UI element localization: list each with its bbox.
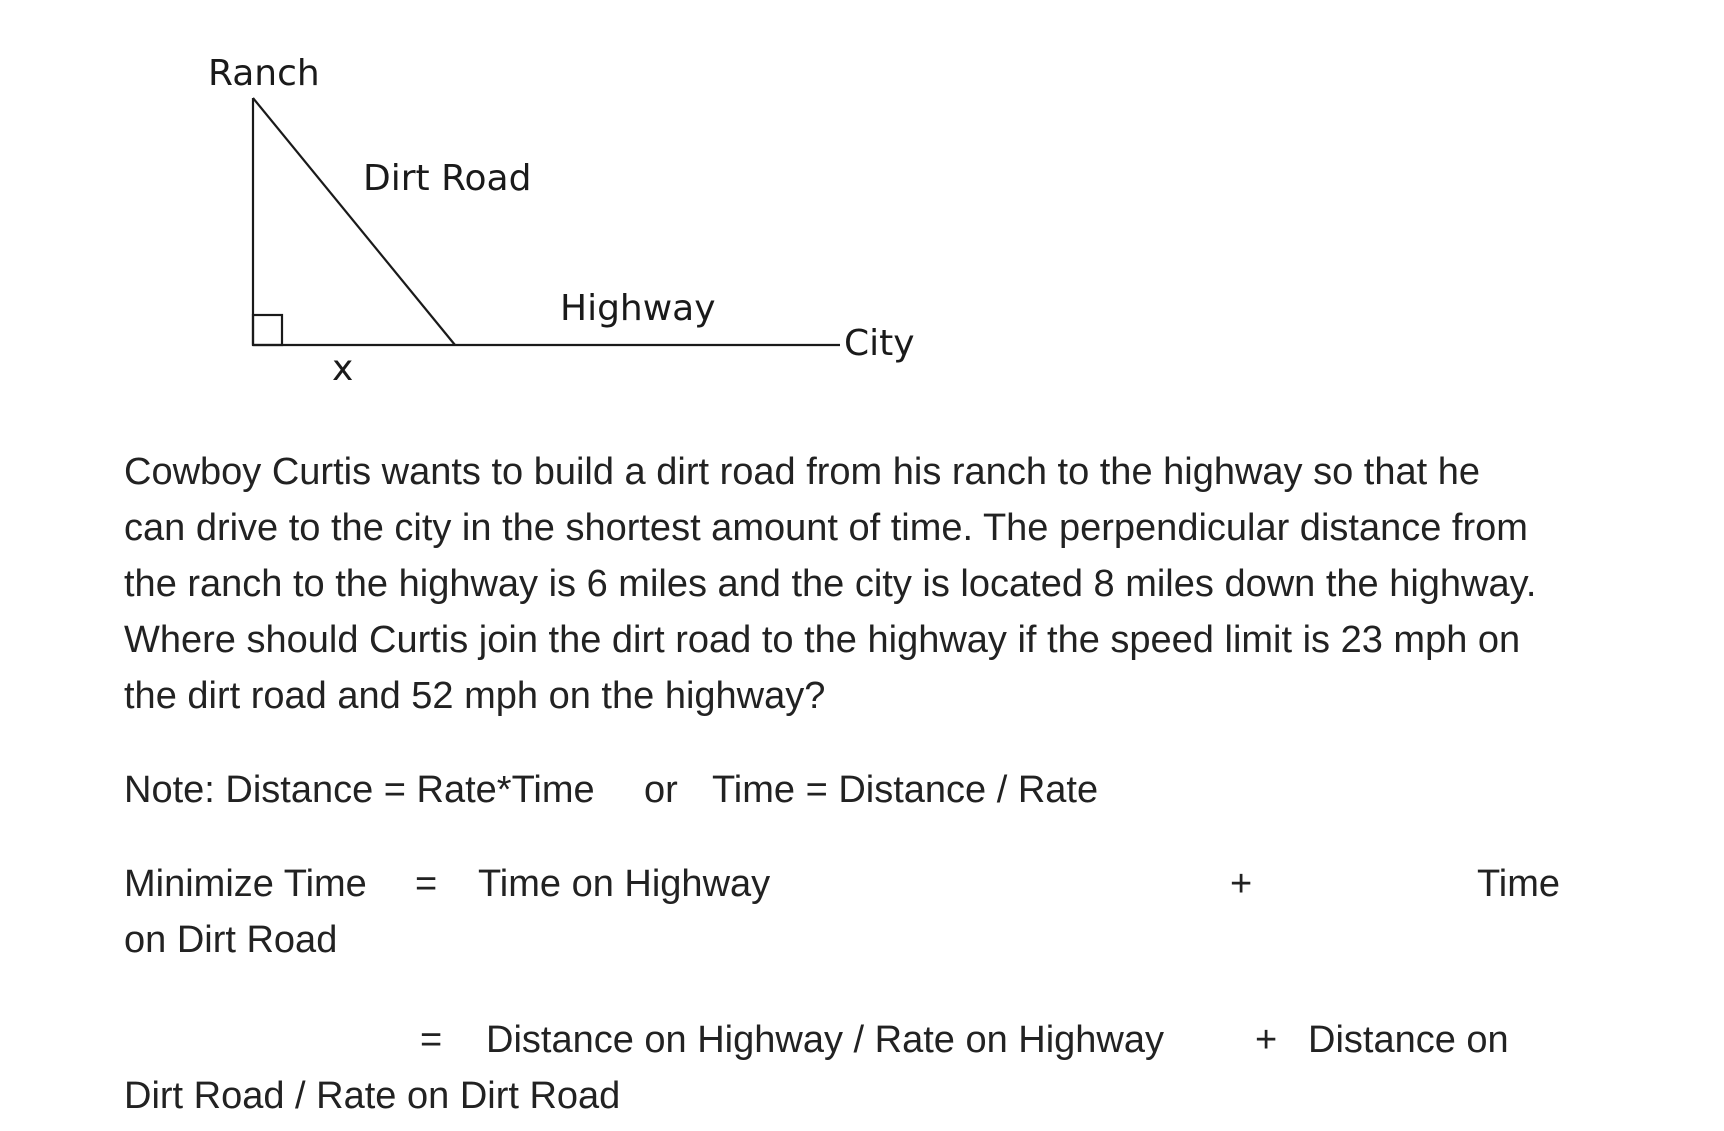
expand-equals: =	[420, 1019, 443, 1061]
expand-plus: +	[1255, 1019, 1278, 1061]
problem-line: Where should Curtis join the dirt road to the highway if the speed limit is 23 mph on	[124, 619, 1521, 661]
right-angle-marker	[253, 315, 282, 345]
minimize-lhs: Minimize Time	[124, 863, 367, 905]
expand-term-highway: Distance on Highway / Rate on Highway	[486, 1019, 1165, 1061]
note-prefix: Note: Distance = Rate*Time	[124, 769, 595, 811]
minimize-term-time: Time	[1477, 863, 1561, 905]
highway-label: Highway	[560, 288, 716, 329]
note-formula: Time = Distance / Rate	[712, 769, 1099, 811]
ranch-highway-diagram	[0, 0, 1724, 420]
minimize-equals: =	[415, 863, 438, 905]
expand-line2: Dirt Road / Rate on Dirt Road	[124, 1075, 621, 1117]
problem-line: the ranch to the highway is 6 miles and the city is located 8 miles down the highway.	[124, 563, 1537, 605]
ranch-label: Ranch	[208, 53, 320, 94]
x-label: x	[332, 348, 354, 389]
city-label: City	[844, 323, 915, 364]
dirt-road-label: Dirt Road	[363, 158, 532, 199]
problem-line: the dirt road and 52 mph on the highway?	[124, 675, 826, 717]
minimize-line2: on Dirt Road	[124, 919, 338, 961]
problem-line: can drive to the city in the shortest amount of time. The perpendicular distance from	[124, 507, 1528, 549]
note-or: or	[644, 769, 678, 811]
expand-term-dirt: Distance on	[1308, 1019, 1509, 1061]
problem-line: Cowboy Curtis wants to build a dirt road from his ranch to the highway so that he	[124, 451, 1481, 493]
minimize-plus: +	[1230, 863, 1253, 905]
minimize-term-highway: Time on Highway	[478, 863, 771, 905]
dirt-road-line	[253, 98, 455, 345]
